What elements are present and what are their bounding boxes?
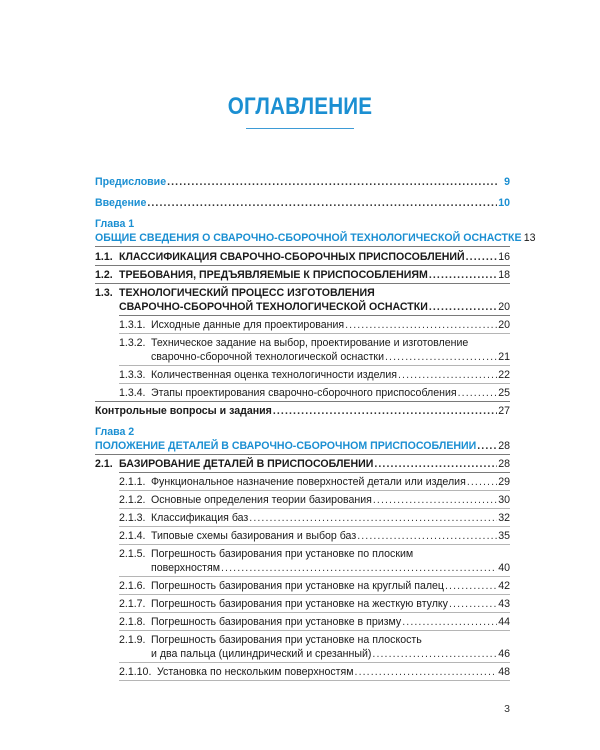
toc-entry-1-2[interactable] (95, 268, 510, 283)
subsection-rule (119, 490, 510, 491)
toc-leader (429, 300, 497, 315)
toc-section-number: 2.1. (95, 458, 113, 470)
subsection-rule (119, 576, 510, 577)
toc-entry-title: КЛАССИФИКАЦИЯ СВАРОЧНО-СБОРОЧНЫХ ПРИСПОСОБЛЕНИЙ (119, 251, 465, 263)
toc-leader (167, 175, 497, 190)
toc-entry-title: Погрешность базирования при установке на круглый палец (151, 580, 445, 592)
toc-entry-2-1-7[interactable] (119, 597, 510, 612)
toc-section-number: 1.3. (95, 287, 113, 299)
subsection-rule (119, 333, 510, 334)
toc-entry-2-1-5-line1: Погрешность базирования при установке по плоским (151, 548, 414, 560)
toc-page-number: 25 (498, 387, 510, 399)
toc-entry-2-1-5[interactable] (151, 561, 510, 576)
toc-page-number: 20 (498, 319, 510, 331)
subsection-rule (119, 526, 510, 527)
toc-section-number: 2.1.1. (119, 476, 146, 488)
toc-page-number: 10 (498, 197, 510, 209)
toc-page-number: 28 (498, 458, 510, 470)
toc-entry-title: Количественная оценка технологичности изделия (151, 369, 397, 381)
section-rule (119, 472, 510, 473)
toc-leader (355, 665, 497, 680)
toc-entry-2-1-4[interactable] (119, 529, 510, 544)
toc-entry-preface[interactable] (95, 175, 510, 190)
toc-page-number: 48 (498, 666, 510, 678)
toc-section-number: 2.1.10. (119, 666, 152, 678)
toc-leader (374, 457, 497, 472)
toc-entry-title: поверхностям (151, 562, 221, 574)
chapter-2-label: Глава 2 (95, 426, 135, 438)
toc-entry-title: ПОЛОЖЕНИЕ ДЕТАЛЕЙ В СВАРОЧНО-СБОРОЧНОМ ПРИСПОСОБЛЕНИИ (95, 440, 477, 452)
toc-section-number: 1.3.2. (119, 337, 146, 349)
toc-section-number: 2.1.7. (119, 598, 146, 610)
toc-leader (357, 529, 497, 544)
toc-entry-questions[interactable] (95, 404, 510, 419)
toc-entry-title: Этапы проектирования сварочно-сборочного приспособления (151, 387, 457, 399)
toc-entry-2-1-8[interactable] (119, 615, 510, 630)
toc-leader (402, 615, 497, 630)
toc-section-number: 2.1.3. (119, 512, 146, 524)
chapter-1-label: Глава 1 (95, 218, 135, 230)
toc-leader (273, 404, 497, 419)
toc-entry-title: Классификация баз (151, 512, 249, 524)
toc-page-number: 32 (498, 512, 510, 524)
toc-page-number: 42 (498, 580, 510, 592)
toc-entry-1-3-1[interactable] (119, 318, 510, 333)
toc-page-number: 44 (498, 616, 510, 628)
page-number: 3 (504, 703, 510, 715)
toc-page-number: 18 (498, 269, 510, 281)
toc-entry-1-3-3[interactable] (119, 368, 510, 383)
toc-leader (398, 368, 497, 383)
toc-entry-title: Предисловие (95, 176, 167, 188)
toc-entry-2-1-10[interactable] (119, 665, 510, 680)
toc-leader (467, 475, 497, 490)
subsection-rule (119, 612, 510, 613)
toc-entry-1-3-4[interactable] (119, 386, 510, 401)
toc-entry-1-3-2[interactable] (151, 350, 510, 365)
toc-leader (372, 647, 497, 662)
toc-entry-chapter-2[interactable] (95, 439, 510, 454)
toc-leader (385, 350, 497, 365)
subsection-rule (119, 365, 510, 366)
toc-page-number: 21 (498, 351, 510, 363)
toc-entry-2-1-9-line1: Погрешность базирования при установке на плоскость (151, 634, 422, 646)
toc-section-number: 1.3.4. (119, 387, 146, 399)
toc-leader (458, 386, 497, 401)
subsection-rule (119, 508, 510, 509)
toc-entry-2-1-2[interactable] (119, 493, 510, 508)
toc-entry-2-1-3[interactable] (119, 511, 510, 526)
section-rule (95, 401, 510, 402)
chapter-2-rule (95, 454, 510, 455)
toc-entry-title: БАЗИРОВАНИЕ ДЕТАЛЕЙ В ПРИСПОСОБЛЕНИИ (119, 458, 374, 470)
toc-page-number: 28 (498, 440, 510, 452)
toc-leader (445, 579, 497, 594)
subsection-rule (119, 544, 510, 545)
toc-leader (345, 318, 497, 333)
toc-section-number: 2.1.9. (119, 634, 146, 646)
toc-page-number: 30 (498, 494, 510, 506)
toc-section-number: 1.3.3. (119, 369, 146, 381)
toc-entry-title: Погрешность базирования при установке на жесткую втулку (151, 598, 448, 610)
toc-entry-1-1[interactable] (95, 250, 510, 265)
toc-section-number: 2.1.6. (119, 580, 146, 592)
toc-leader (477, 439, 497, 454)
toc-entry-title: Исходные данные для проектирования (151, 319, 345, 331)
toc-page-number: 43 (498, 598, 510, 610)
toc-entry-2-1[interactable] (95, 457, 510, 472)
subsection-rule (119, 662, 510, 663)
toc-entry-chapter-1[interactable] (95, 231, 536, 246)
subsection-rule (119, 630, 510, 631)
toc-entry-title: Контрольные вопросы и задания (95, 405, 272, 417)
page-title: ОГЛАВЛЕНИЕ (227, 93, 373, 120)
toc-entry-title: Типовые схемы базирования и выбор баз (151, 530, 357, 542)
toc-leader (373, 493, 497, 508)
subsection-rule (119, 383, 510, 384)
toc-page-number: 27 (498, 405, 510, 417)
toc-section-number: 2.1.5. (119, 548, 146, 560)
toc-page-number: 35 (498, 530, 510, 542)
toc-entry-title: Погрешность базирования при установке в призму (151, 616, 402, 628)
toc-leader (449, 597, 497, 612)
toc-entry-2-1-6[interactable] (119, 579, 510, 594)
toc-leader (429, 268, 497, 283)
toc-entry-title: и два пальца (цилиндрический и срезанный) (151, 648, 372, 660)
toc-page-number: 16 (498, 251, 510, 263)
toc-entry-1-3[interactable] (119, 300, 510, 315)
toc-page-number: 9 (504, 176, 510, 188)
toc-entry-title: Основные определения теории базирования (151, 494, 372, 506)
section-rule (95, 283, 510, 284)
section-rule (119, 315, 510, 316)
toc-entry-2-1-1[interactable] (119, 475, 510, 490)
subsection-rule (119, 594, 510, 595)
toc-page-number: 20 (498, 301, 510, 313)
toc-leader (466, 250, 497, 265)
toc-section-number: 2.1.2. (119, 494, 146, 506)
toc-page-number: 29 (498, 476, 510, 488)
toc-leader (249, 511, 497, 526)
section-rule (95, 265, 510, 266)
chapter-1-rule (95, 246, 510, 247)
toc-page-number: 46 (498, 648, 510, 660)
subsection-rule (119, 680, 510, 681)
toc-section-number: 1.3.1. (119, 319, 146, 331)
toc-leader (147, 196, 497, 211)
toc-section-number: 1.1. (95, 251, 113, 263)
toc-page-number: 22 (498, 369, 510, 381)
toc-entry-title: СВАРОЧНО-СБОРОЧНОЙ ТЕХНОЛОГИЧЕСКОЙ ОСНАСТКИ (119, 301, 428, 313)
toc-entry-title: Установка по нескольким поверхностям (157, 666, 354, 678)
toc-entry-title: ОБЩИЕ СВЕДЕНИЯ О СВАРОЧНО-СБОРОЧНОЙ ТЕХНОЛОГИЧЕСКОЙ ОСНАСТКЕ (95, 232, 522, 244)
toc-entry-1-3-2-line1: Техническое задание на выбор, проектирование и изготовление (151, 337, 469, 349)
toc-entry-title: Функциональное назначение поверхностей детали или изделия (151, 476, 466, 488)
toc-leader (221, 561, 497, 576)
toc-entry-1-3-line1: ТЕХНОЛОГИЧЕСКИЙ ПРОЦЕСС ИЗГОТОВЛЕНИЯ (119, 287, 375, 299)
toc-entry-title: сварочно-сборочной технологической оснастки (151, 351, 384, 363)
toc-section-number: 2.1.4. (119, 530, 146, 542)
toc-page-number: 13 (523, 232, 536, 244)
toc-entry-intro[interactable] (95, 196, 510, 211)
toc-entry-title: Введение (95, 197, 147, 209)
toc-section-number: 1.2. (95, 269, 113, 281)
toc-page-number: 40 (498, 562, 510, 574)
toc-entry-2-1-9[interactable] (151, 647, 510, 662)
toc-entry-title: ТРЕБОВАНИЯ, ПРЕДЪЯВЛЯЕМЫЕ К ПРИСПОСОБЛЕНИЯМ (119, 269, 428, 281)
toc-section-number: 2.1.8. (119, 616, 146, 628)
